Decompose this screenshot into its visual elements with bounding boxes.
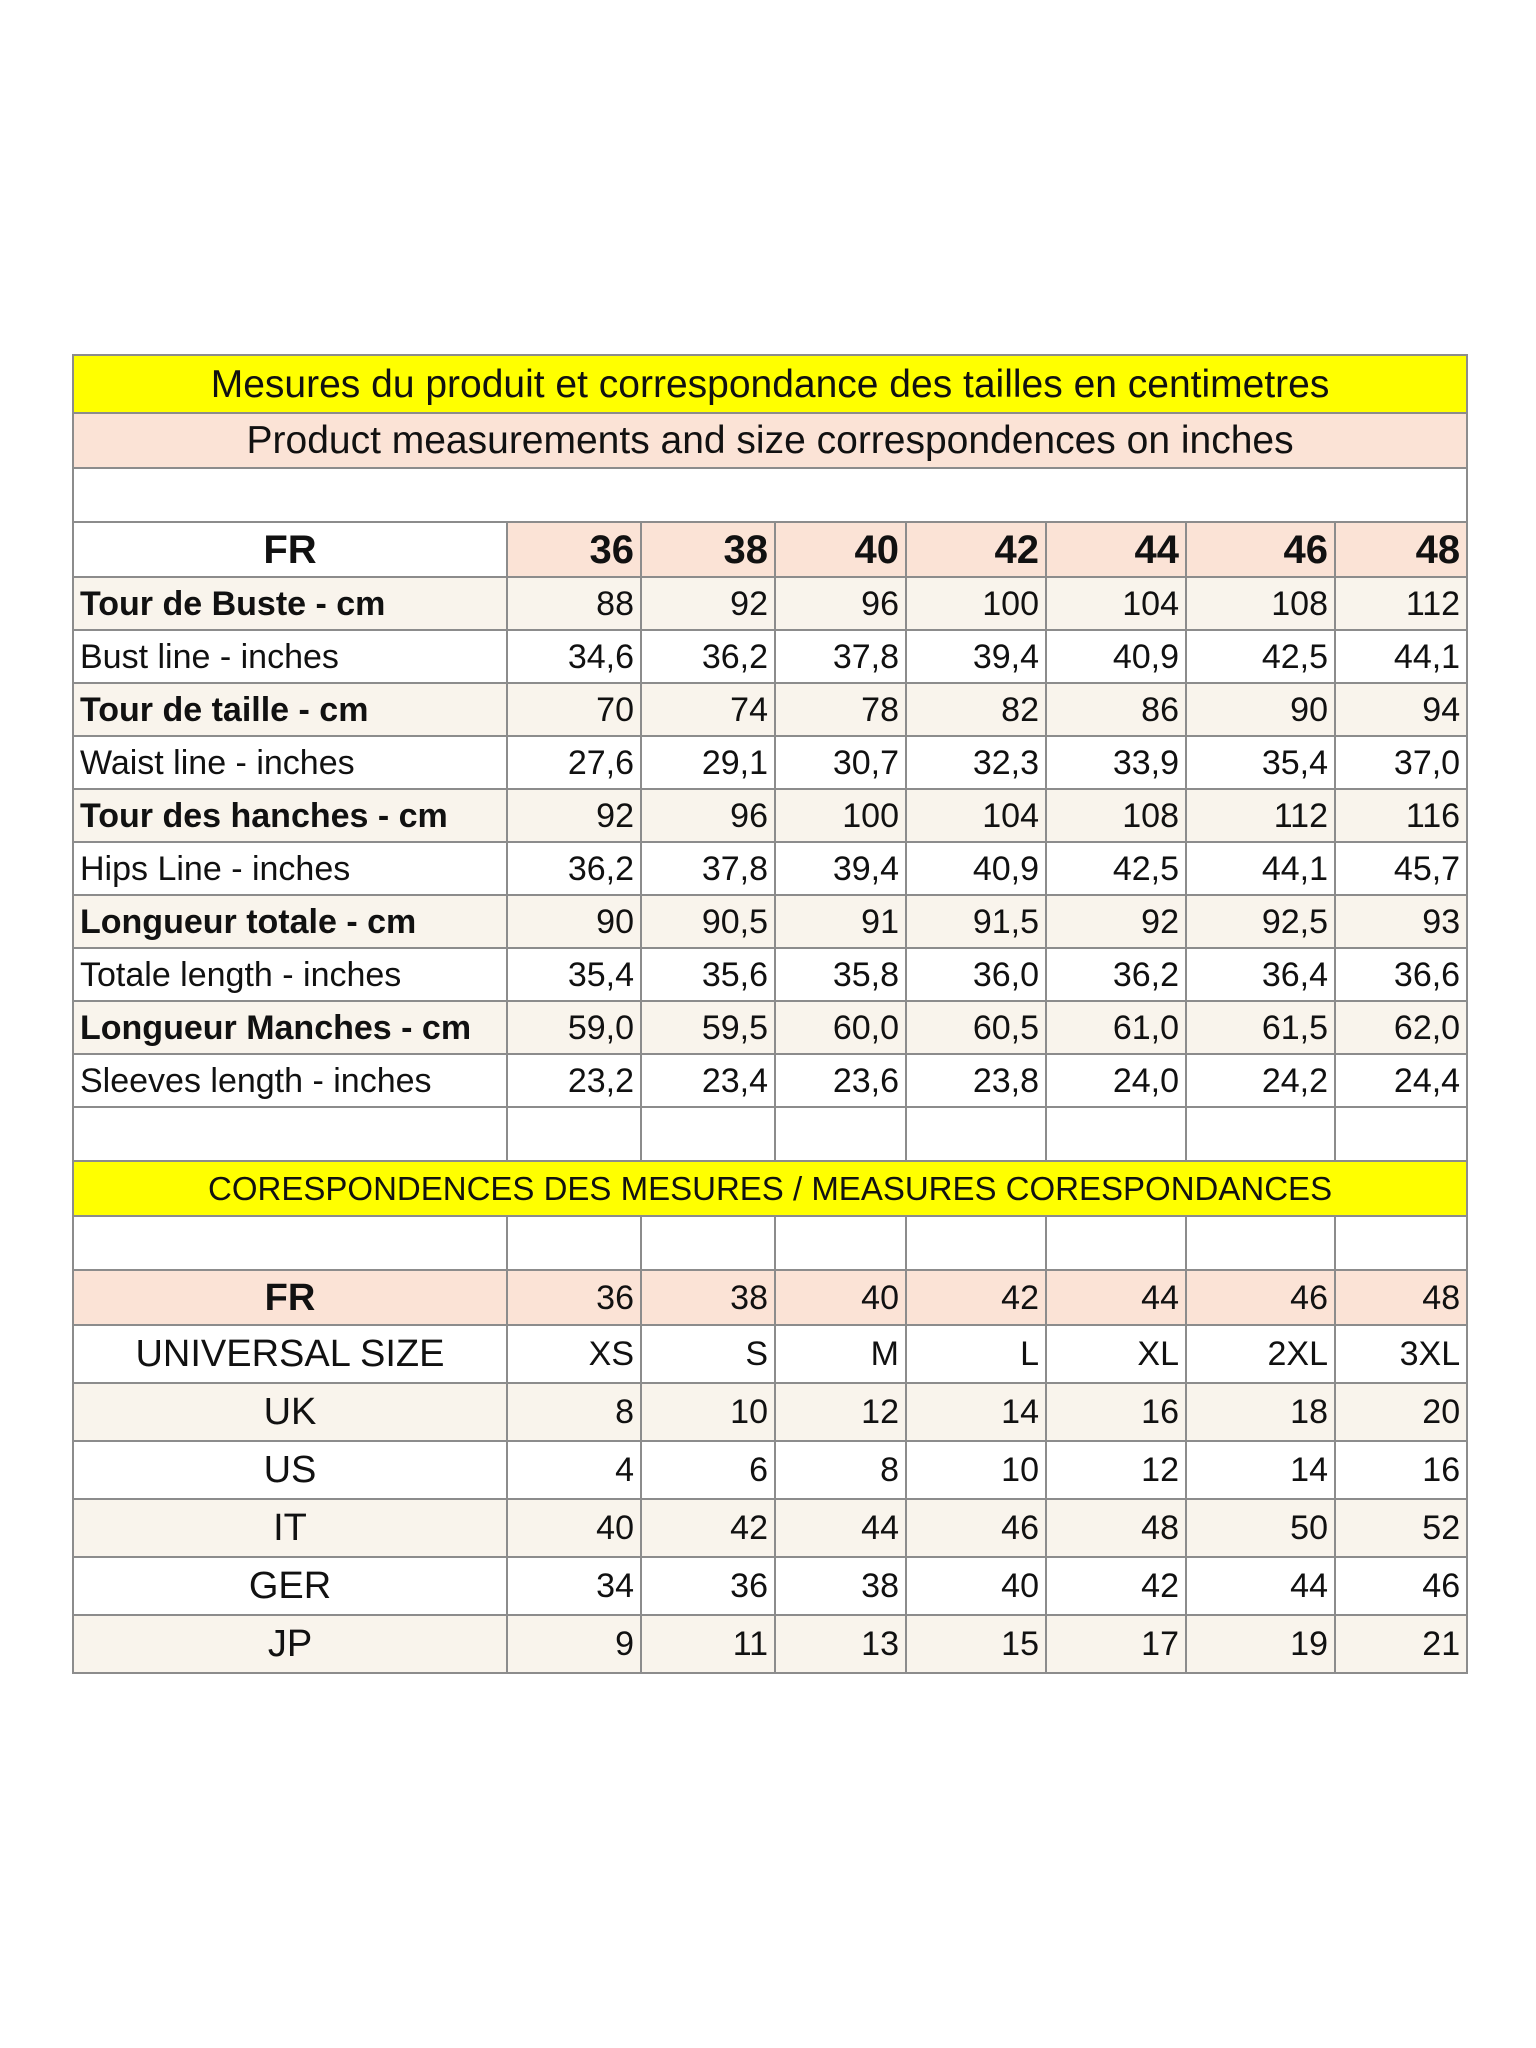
measurement-value: 100 [906, 577, 1046, 630]
measurement-value: 74 [641, 683, 775, 736]
system-size-value: 12 [775, 1383, 906, 1441]
measurement-row [73, 577, 1467, 630]
measurement-value: 60,0 [775, 1001, 906, 1054]
empty-cell [1186, 1216, 1335, 1270]
measurement-row [73, 948, 1467, 1001]
measurement-value: 104 [906, 789, 1046, 842]
measurement-value: 92 [1046, 895, 1186, 948]
size-header: 38 [641, 1270, 775, 1325]
system-size-value: 40 [507, 1499, 641, 1557]
size-header: 48 [1335, 522, 1467, 577]
measurement-value: 36,2 [641, 630, 775, 683]
measurement-value: 35,4 [507, 948, 641, 1001]
measurement-label: Longueur Manches - cm [73, 1001, 507, 1054]
correspondence-row [73, 1325, 1467, 1383]
size-label-fr: FR [73, 1270, 507, 1325]
correspondence-row [73, 1441, 1467, 1499]
measurement-value: 91,5 [906, 895, 1046, 948]
measurement-value: 34,6 [507, 630, 641, 683]
measurement-value: 86 [1046, 683, 1186, 736]
measurement-value: 24,0 [1046, 1054, 1186, 1107]
system-size-value: XS [507, 1325, 641, 1383]
correspondence-header-row [73, 1270, 1467, 1325]
title-row-en [73, 413, 1467, 468]
system-label: UK [73, 1383, 507, 1441]
correspondence-title: CORESPONDENCES DES MESURES / MEASURES CORESPONDANCES [73, 1161, 1467, 1216]
correspondence-row [73, 1383, 1467, 1441]
measurement-row [73, 1001, 1467, 1054]
measurement-value: 24,4 [1335, 1054, 1467, 1107]
empty-cell [1335, 1216, 1467, 1270]
system-size-value: 11 [641, 1615, 775, 1673]
system-size-value: L [906, 1325, 1046, 1383]
size-header: 38 [641, 522, 775, 577]
measurement-value: 23,8 [906, 1054, 1046, 1107]
correspondence-row [73, 1615, 1467, 1673]
system-size-value: M [775, 1325, 906, 1383]
measurement-value: 35,8 [775, 948, 906, 1001]
system-size-value: 44 [775, 1499, 906, 1557]
measurement-value: 23,4 [641, 1054, 775, 1107]
measurement-value: 96 [641, 789, 775, 842]
measurement-value: 36,2 [1046, 948, 1186, 1001]
system-size-value: 10 [906, 1441, 1046, 1499]
measurement-value: 36,4 [1186, 948, 1335, 1001]
system-size-value: 46 [906, 1499, 1046, 1557]
system-size-value: 6 [641, 1441, 775, 1499]
measurement-label: Tour des hanches - cm [73, 789, 507, 842]
system-size-value: XL [1046, 1325, 1186, 1383]
measurement-label: Sleeves length - inches [73, 1054, 507, 1107]
measurement-value: 40,9 [906, 842, 1046, 895]
title-en: Product measurements and size correspondences on inches [73, 413, 1467, 468]
system-size-value: 9 [507, 1615, 641, 1673]
measurement-value: 23,6 [775, 1054, 906, 1107]
measurement-value: 35,6 [641, 948, 775, 1001]
empty-cell [507, 1107, 641, 1161]
system-size-value: 52 [1335, 1499, 1467, 1557]
measurement-value: 30,7 [775, 736, 906, 789]
system-size-value: 36 [641, 1557, 775, 1615]
measurement-value: 112 [1335, 577, 1467, 630]
measurement-value: 45,7 [1335, 842, 1467, 895]
system-size-value: 44 [1186, 1557, 1335, 1615]
system-size-value: 38 [775, 1557, 906, 1615]
empty-cell [775, 1216, 906, 1270]
system-size-value: 17 [1046, 1615, 1186, 1673]
measurement-value: 62,0 [1335, 1001, 1467, 1054]
measurement-value: 70 [507, 683, 641, 736]
measurement-value: 39,4 [906, 630, 1046, 683]
measurement-row [73, 1054, 1467, 1107]
measurement-label: Tour de taille - cm [73, 683, 507, 736]
empty-cell [1046, 1107, 1186, 1161]
size-header: 42 [906, 522, 1046, 577]
correspondence-row [73, 1557, 1467, 1615]
system-size-value: 4 [507, 1441, 641, 1499]
measurement-value: 23,2 [507, 1054, 641, 1107]
correspondence-title-row [73, 1161, 1467, 1216]
spacer-row [73, 1107, 1467, 1161]
system-size-value: 21 [1335, 1615, 1467, 1673]
measurement-value: 44,1 [1335, 630, 1467, 683]
measurement-row [73, 895, 1467, 948]
measurement-value: 35,4 [1186, 736, 1335, 789]
measurement-value: 29,1 [641, 736, 775, 789]
system-label: GER [73, 1557, 507, 1615]
measurement-value: 96 [775, 577, 906, 630]
measurement-value: 78 [775, 683, 906, 736]
measurement-value: 60,5 [906, 1001, 1046, 1054]
size-chart-table [72, 354, 1468, 1674]
measurement-label: Bust line - inches [73, 630, 507, 683]
measurement-value: 108 [1186, 577, 1335, 630]
measurement-value: 100 [775, 789, 906, 842]
empty-cell [641, 1107, 775, 1161]
measurement-value: 37,8 [775, 630, 906, 683]
spacer-row [73, 1216, 1467, 1270]
empty-cell [906, 1216, 1046, 1270]
system-size-value: S [641, 1325, 775, 1383]
measurement-value: 92,5 [1186, 895, 1335, 948]
system-size-value: 8 [507, 1383, 641, 1441]
measurement-value: 91 [775, 895, 906, 948]
size-header: 44 [1046, 1270, 1186, 1325]
measurement-label: Totale length - inches [73, 948, 507, 1001]
size-header: 42 [906, 1270, 1046, 1325]
system-size-value: 20 [1335, 1383, 1467, 1441]
measurement-value: 27,6 [507, 736, 641, 789]
measurement-value: 44,1 [1186, 842, 1335, 895]
size-header: 36 [507, 1270, 641, 1325]
size-chart-sheet [72, 354, 1466, 1674]
system-size-value: 2XL [1186, 1325, 1335, 1383]
measurement-row [73, 630, 1467, 683]
measurement-value: 32,3 [906, 736, 1046, 789]
measurement-row [73, 842, 1467, 895]
system-label: US [73, 1441, 507, 1499]
system-size-value: 15 [906, 1615, 1046, 1673]
empty-cell [1186, 1107, 1335, 1161]
correspondence-row [73, 1499, 1467, 1557]
size-header: 48 [1335, 1270, 1467, 1325]
system-label: UNIVERSAL SIZE [73, 1325, 507, 1383]
measurement-value: 42,5 [1186, 630, 1335, 683]
measurement-value: 33,9 [1046, 736, 1186, 789]
measurement-value: 93 [1335, 895, 1467, 948]
measurement-value: 94 [1335, 683, 1467, 736]
system-size-value: 18 [1186, 1383, 1335, 1441]
measurement-value: 42,5 [1046, 842, 1186, 895]
measurement-value: 82 [906, 683, 1046, 736]
size-header: 40 [775, 522, 906, 577]
empty-cell [641, 1216, 775, 1270]
measurement-value: 39,4 [775, 842, 906, 895]
measurement-value: 108 [1046, 789, 1186, 842]
measurement-value: 90 [1186, 683, 1335, 736]
system-size-value: 34 [507, 1557, 641, 1615]
size-header: 36 [507, 522, 641, 577]
empty-cell [1335, 1107, 1467, 1161]
system-size-value: 46 [1335, 1557, 1467, 1615]
measurement-value: 90 [507, 895, 641, 948]
measurement-label: Hips Line - inches [73, 842, 507, 895]
empty-cell [1046, 1216, 1186, 1270]
system-size-value: 42 [641, 1499, 775, 1557]
empty-cell [73, 1216, 507, 1270]
system-size-value: 3XL [1335, 1325, 1467, 1383]
measurement-value: 88 [507, 577, 641, 630]
system-size-value: 50 [1186, 1499, 1335, 1557]
measurement-row [73, 683, 1467, 736]
measurement-value: 40,9 [1046, 630, 1186, 683]
measurement-value: 37,8 [641, 842, 775, 895]
measurement-value: 92 [641, 577, 775, 630]
measurement-label: Waist line - inches [73, 736, 507, 789]
system-size-value: 13 [775, 1615, 906, 1673]
system-size-value: 12 [1046, 1441, 1186, 1499]
measurement-value: 59,0 [507, 1001, 641, 1054]
size-header: 40 [775, 1270, 906, 1325]
system-size-value: 8 [775, 1441, 906, 1499]
size-label-fr: FR [73, 522, 507, 577]
system-size-value: 14 [906, 1383, 1046, 1441]
measurement-value: 59,5 [641, 1001, 775, 1054]
system-size-value: 10 [641, 1383, 775, 1441]
measurement-value: 61,5 [1186, 1001, 1335, 1054]
measurement-value: 90,5 [641, 895, 775, 948]
measurement-value: 92 [507, 789, 641, 842]
system-size-value: 14 [1186, 1441, 1335, 1499]
system-label: JP [73, 1615, 507, 1673]
empty-cell [906, 1107, 1046, 1161]
system-size-value: 16 [1335, 1441, 1467, 1499]
system-size-value: 19 [1186, 1615, 1335, 1673]
title-fr: Mesures du produit et correspondance des tailles en centimetres [73, 355, 1467, 413]
empty-cell [73, 1107, 507, 1161]
size-header: 46 [1186, 1270, 1335, 1325]
size-header: 44 [1046, 522, 1186, 577]
measurement-row [73, 789, 1467, 842]
system-size-value: 42 [1046, 1557, 1186, 1615]
measurement-value: 37,0 [1335, 736, 1467, 789]
measurement-row [73, 736, 1467, 789]
system-label: IT [73, 1499, 507, 1557]
measurement-value: 61,0 [1046, 1001, 1186, 1054]
title-row-fr [73, 355, 1467, 413]
measurement-value: 104 [1046, 577, 1186, 630]
measurement-label: Longueur totale - cm [73, 895, 507, 948]
system-size-value: 40 [906, 1557, 1046, 1615]
measurement-value: 36,6 [1335, 948, 1467, 1001]
measurement-value: 112 [1186, 789, 1335, 842]
measurement-value: 36,0 [906, 948, 1046, 1001]
measurements-header-row [73, 522, 1467, 577]
measurement-label: Tour de Buste - cm [73, 577, 507, 630]
empty-cell [507, 1216, 641, 1270]
spacer-row [73, 468, 1467, 522]
measurement-value: 116 [1335, 789, 1467, 842]
measurement-value: 24,2 [1186, 1054, 1335, 1107]
size-header: 46 [1186, 522, 1335, 577]
system-size-value: 48 [1046, 1499, 1186, 1557]
measurement-value: 36,2 [507, 842, 641, 895]
empty-cell [775, 1107, 906, 1161]
system-size-value: 16 [1046, 1383, 1186, 1441]
